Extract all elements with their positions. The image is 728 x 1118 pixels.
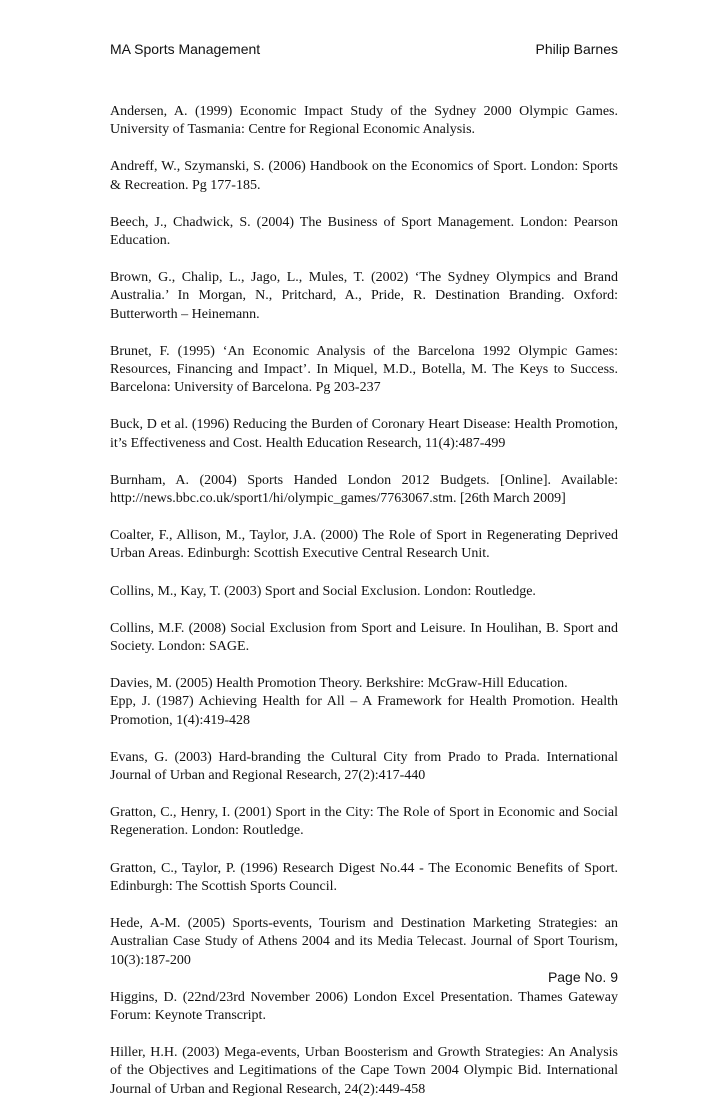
- reference-entry: Buck, D et al. (1996) Reducing the Burden of Coronary Heart Disease: Health Promotion, it’s Effectiveness and Cost. Health Education Research, 11(4):487-499: [110, 417, 618, 451]
- page-number: Page No. 9: [547, 969, 618, 985]
- reference-entry: Andersen, A. (1999) Economic Impact Study of the Sydney 2000 Olympic Games. University of Tasmania: Centre for Regional Economic Analysis.: [110, 104, 618, 138]
- reference-entry: Brown, G., Chalip, L., Jago, L., Mules, T. (2002) ‘The Sydney Olympics and Brand Australia.’ In Morgan, N., Pritchard, A., Pride, R. Destination Branding. Oxford: Butterworth – Heinemann.: [110, 270, 618, 322]
- reference-entry: Hiller, H.H. (2003) Mega-events, Urban Boosterism and Growth Strategies: An Analysis of the Objectives and Legitimations of the Cape Town 2004 Olympic Bid. International Journal of Urban and Regional Research, 24(2):449-458: [110, 1045, 618, 1097]
- reference-entry: Burnham, A. (2004) Sports Handed London 2012 Budgets. [Online]. Available: http://news.bbc.co.uk/sport1/hi/olympic_games/7763067.stm. [26th March 2009]: [110, 472, 618, 507]
- reference-entry: Beech, J., Chadwick, S. (2004) The Business of Sport Management. London: Pearson Education.: [110, 214, 618, 249]
- reference-entry: Davies, M. (2005) Health Promotion Theory. Berkshire: McGraw-Hill Education.: [110, 676, 568, 692]
- reference-entry: Andreff, W., Szymanski, S. (2006) Handbook on the Economics of Sport. London: Sports & Recreation. Pg 177-185.: [110, 159, 618, 193]
- reference-entry: Gratton, C., Henry, I. (2001) Sport in the City: The Role of Sport in Economic and Social Regeneration. London: Routledge.: [110, 805, 618, 839]
- reference-entry: Brunet, F. (1995) ‘An Economic Analysis of the Barcelona 1992 Olympic Games: Resources, Financing and Impact’. In Miquel, M.D., Botella, M. The Keys to Success. Barcelona: University of Barcelona. Pg 203-237: [110, 343, 618, 396]
- reference-entry: Evans, G. (2003) Hard-branding the Cultural City from Prado to Prada. International Journal of Urban and Regional Research, 27(2):417-440: [110, 749, 618, 784]
- page-header: [110, 40, 618, 58]
- reference-entry: Collins, M., Kay, T. (2003) Sport and Social Exclusion. London: Routledge.: [110, 583, 536, 599]
- reference-entry: Collins, M.F. (2008) Social Exclusion from Sport and Leisure. In Houlihan, B. Sport and Society. London: SAGE.: [110, 620, 618, 655]
- header-course-title: MA Sports Management: [110, 41, 261, 57]
- reference-entry: Hede, A-M. (2005) Sports-events, Tourism and Destination Marketing Strategies: an Australian Case Study of Athens 2004 and its Media Telecast. Journal of Sport Tourism, 10(3):187-200: [110, 916, 618, 968]
- reference-entry: Epp, J. (1987) Achieving Health for All – A Framework for Health Promotion. Health Promotion, 1(4):419-428: [110, 694, 618, 728]
- reference-entry: Coalter, F., Allison, M., Taylor, J.A. (2000) The Role of Sport in Regenerating Deprived Urban Areas. Edinburgh: Scottish Executive Central Research Unit.: [110, 528, 618, 562]
- header-author-name: Philip Barnes: [535, 41, 618, 57]
- reference-list: [110, 103, 618, 1118]
- reference-entry: Gratton, C., Taylor, P. (1996) Research Digest No.44 - The Economic Benefits of Sport. Edinburgh: The Scottish Sports Council.: [110, 860, 618, 894]
- reference-entry: Higgins, D. (22nd/23rd November 2006) London Excel Presentation. Thames Gateway Forum: Keynote Transcript.: [110, 989, 618, 1023]
